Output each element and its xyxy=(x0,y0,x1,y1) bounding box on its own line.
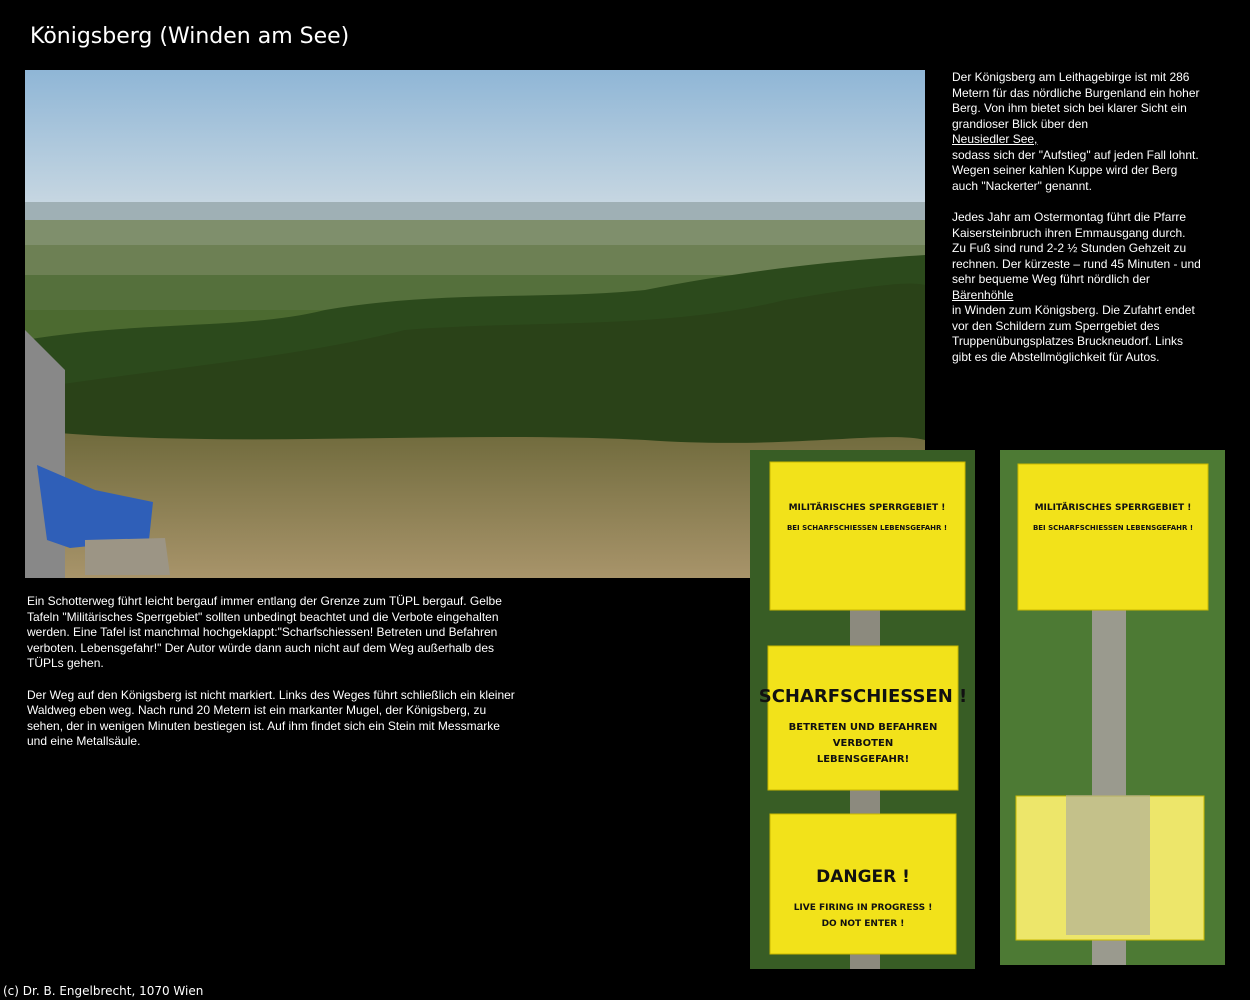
sign-text: DANGER ! xyxy=(816,867,910,887)
sign-text: BETRETEN UND BEFAHREN xyxy=(788,722,938,733)
copyright-footer: (c) Dr. B. Engelbrecht, 1070 Wien xyxy=(3,984,204,998)
paragraph-text: Jedes Jahr am Ostermontag führt die Pfarre Kaisersteinbruch ihren Emmausgang durch. Zu Fuß sind rund 2-2 ½ Stunden Gehzeit zu rechnen. Der kürzeste – rund 45 Minuten - und sehr bequeme Weg führt nördlich der xyxy=(952,210,1201,286)
link-neusiedler-see[interactable]: Neusiedler See, xyxy=(952,132,1038,146)
sign-text: VERBOTEN xyxy=(832,738,894,749)
sign-text: BEI SCHARFSCHIESSEN LEBENSGEFAHR ! xyxy=(1032,524,1194,532)
paragraph-text: Der Königsberg am Leithagebirge ist mit 286 Metern für das nördliche Burgenland ein hoher Berg. Von ihm bietet sich bei klarer Sicht ein grandioser Blick über den xyxy=(952,70,1200,131)
paragraph-text: in Winden zum Königsberg. Die Zufahrt endet vor den Schildern zum Sperrgebiet des Truppenübungsplatzes Bruckneudorf. Links gibt es die Abstellmöglichkeit für Autos. xyxy=(952,303,1195,364)
page-title: Königsberg (Winden am See) xyxy=(30,24,350,49)
sign-text: LIVE FIRING IN PROGRESS ! xyxy=(793,903,933,913)
sign-text: SCHARFSCHIESSEN ! xyxy=(758,686,968,707)
sign-text: DO NOT ENTER ! xyxy=(821,919,905,929)
paragraph-text: sodass sich der "Aufstieg" auf jeden Fall lohnt. Wegen seiner kahlen Kuppe wird der Berg auch "Nackerter" genannt. xyxy=(952,147,1199,193)
link-baerenhoehle[interactable]: Bärenhöhle xyxy=(952,287,1014,302)
description-right xyxy=(952,70,1202,381)
sign-text: MILITÄRISCHES SPERRGEBIET ! xyxy=(788,503,946,513)
folded-sign-photo[interactable] xyxy=(1000,450,1225,965)
sign-text: BEI SCHARFSCHIESSEN LEBENSGEFAHR ! xyxy=(786,524,948,532)
sign-text: MILITÄRISCHES SPERRGEBIET ! xyxy=(1034,503,1192,513)
description-left xyxy=(27,594,522,766)
warning-signs-photo[interactable] xyxy=(750,450,975,969)
sign-text: LEBENSGEFAHR! xyxy=(816,754,910,765)
paragraph-text: Der Weg auf den Königsberg ist nicht markiert. Links des Weges führt schließlich ein kleiner Waldweg eben weg. Nach rund 20 Metern ist ein markanter Mugel, der Königsberg, zu sehen, der in wenigen Minuten bestiegen ist. Auf ihm findet sich ein Stein mit Messmarke und eine Metallsäule. xyxy=(27,687,515,748)
paragraph-text: Ein Schotterweg führt leicht bergauf immer entlang der Grenze zum TÜPL bergauf. Gelbe Tafeln "Militärisches Sperrgebiet" sollten unbedingt beachtet und die Verbote eingehalten werden. Eine Tafel ist manchmal hochgeklappt:"Scharfschiessen! Betreten und Befahren verboten. Lebensgefahr!" Der Autor würde dann auch nicht auf dem Weg außerhalb des TÜPLs gehen. xyxy=(27,594,502,670)
